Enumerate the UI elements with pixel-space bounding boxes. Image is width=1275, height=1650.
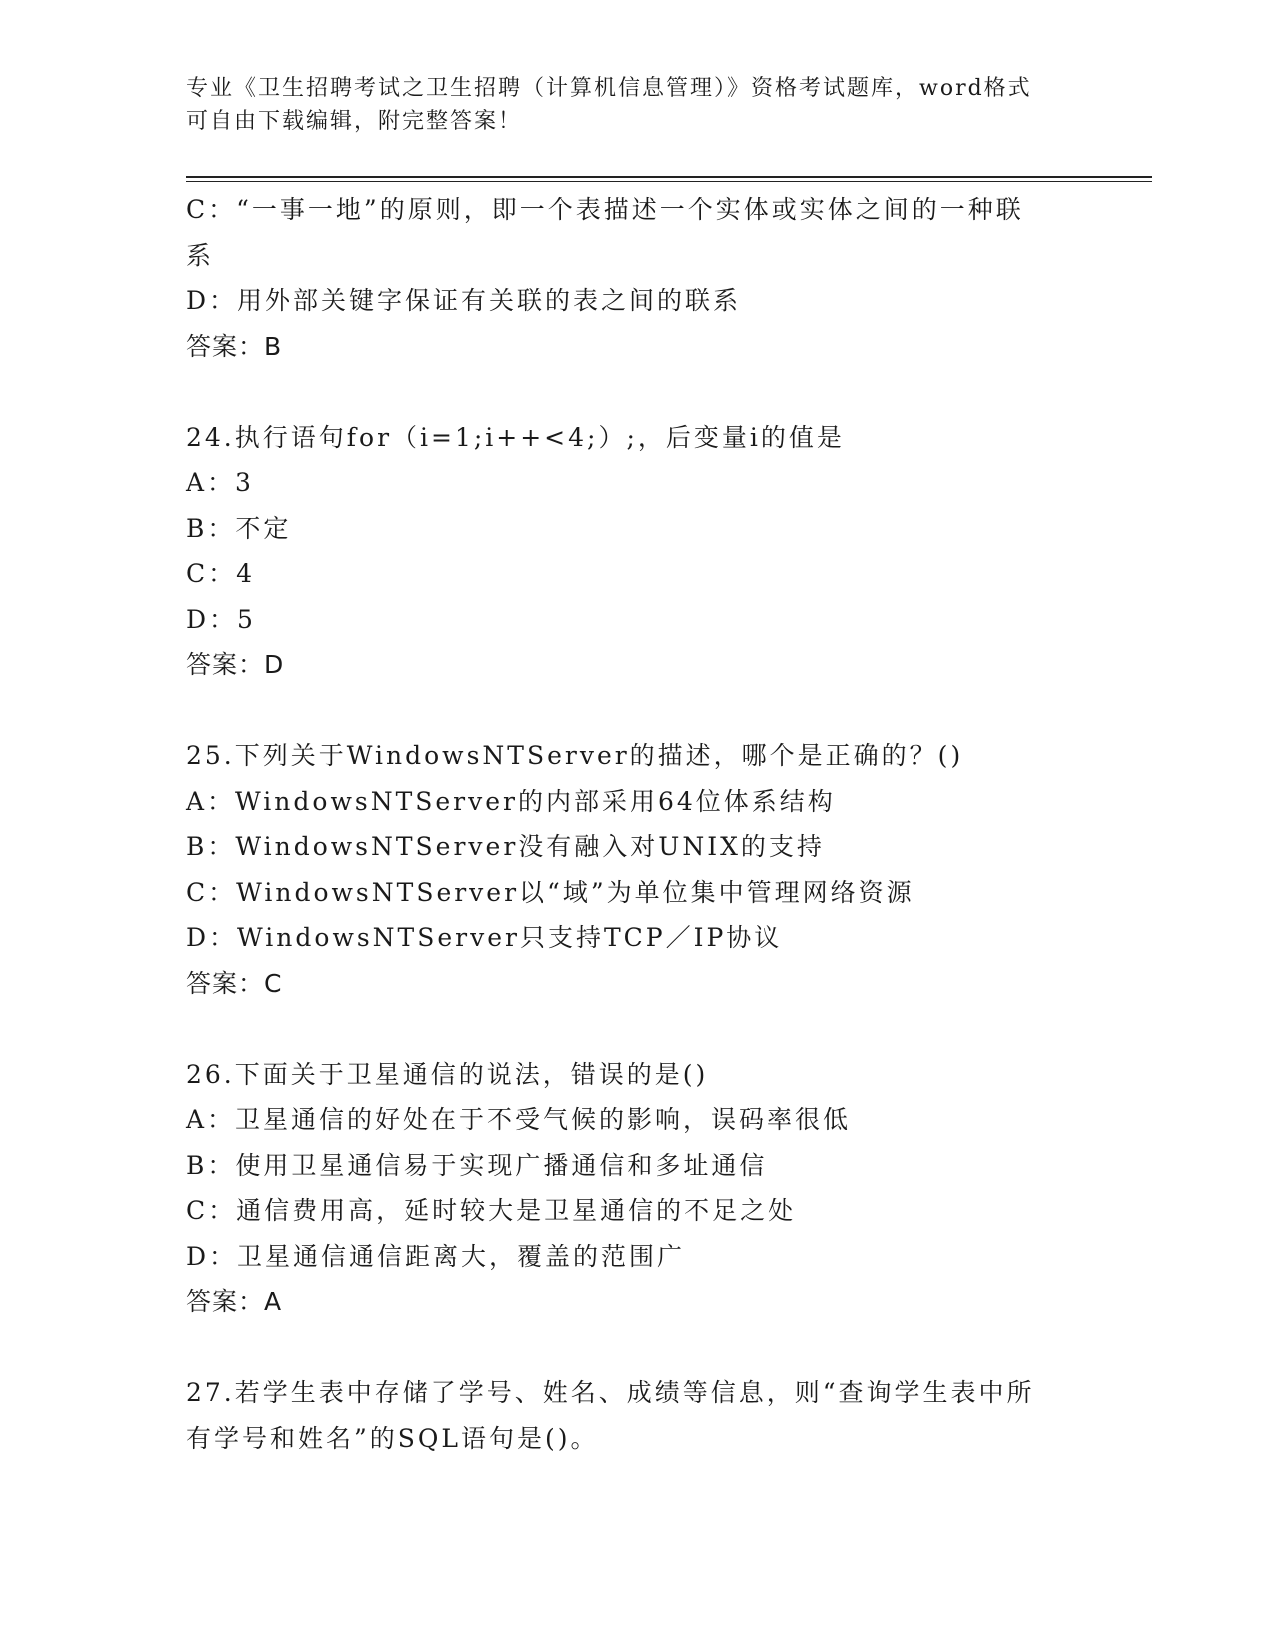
spacer: [186, 1006, 1086, 1052]
option-c: C：通信费用高，延时较大是卫星通信的不足之处: [186, 1196, 797, 1225]
option-d: D：用外部关键字保证有关联的表之间的联系: [186, 286, 742, 315]
question-block-27: [186, 1370, 1086, 1461]
option-b: B：WindowsNTServer没有融入对UNIX的支持: [186, 832, 825, 861]
answer-line: 答案：C: [186, 968, 283, 998]
answer-line: 答案：B: [186, 331, 283, 361]
option-a: A：WindowsNTServer的内部采用64位体系结构: [186, 786, 836, 816]
option-c-line-2: 系: [186, 240, 215, 270]
question-content: [186, 187, 1086, 1461]
option-d: D：5: [186, 604, 256, 634]
option-b: B：使用卫星通信易于实现广播通信和多址通信: [186, 1150, 768, 1180]
question-stem: 24.执行语句for（i=1;i++<4;）;，后变量i的值是: [186, 422, 845, 452]
question-stem: 26.下面关于卫星通信的说法，错误的是(): [186, 1059, 709, 1089]
option-a: A：3: [186, 468, 254, 497]
option-b: B：不定: [186, 513, 292, 543]
option-a: A：卫星通信的好处在于不受气候的影响，误码率很低: [186, 1105, 852, 1134]
spacer: [186, 1325, 1086, 1371]
option-c: C：WindowsNTServer以“域”为单位集中管理网络资源: [186, 877, 915, 907]
spacer: [186, 688, 1086, 734]
question-block-23: [186, 187, 1086, 369]
option-c-line-1: C：“一事一地”的原则，即一个表描述一个实体或实体之间的一种联: [186, 195, 1024, 224]
header-line-2: 可自由下载编辑，附完整答案！: [186, 109, 523, 134]
question-block-26: [186, 1052, 1086, 1325]
header-divider-thin: [186, 181, 1152, 182]
option-d: D：卫星通信通信距离大，覆盖的范围广: [186, 1241, 686, 1271]
answer-line: 答案：D: [186, 650, 285, 679]
answer-line: 答案：A: [186, 1287, 283, 1316]
option-c: C：4: [186, 559, 256, 588]
question-stem-line-1: 27.若学生表中存储了学号、姓名、成绩等信息，则“查询学生表中所: [186, 1378, 1035, 1407]
question-block-25: [186, 733, 1086, 1006]
question-block-24: [186, 415, 1086, 688]
document-header: [186, 72, 1086, 138]
option-d: D：WindowsNTServer只支持TCP／IP协议: [186, 923, 783, 952]
header-divider-thick: [186, 176, 1152, 178]
header-line-1: 专业《卫生招聘考试之卫生招聘（计算机信息管理）》资格考试题库，word格式: [186, 76, 1032, 101]
question-stem: 25.下列关于WindowsNTServer的描述，哪个是正确的？(): [186, 741, 964, 770]
spacer: [186, 369, 1086, 415]
question-stem-line-2: 有学号和姓名”的SQL语句是()。: [186, 1423, 599, 1453]
